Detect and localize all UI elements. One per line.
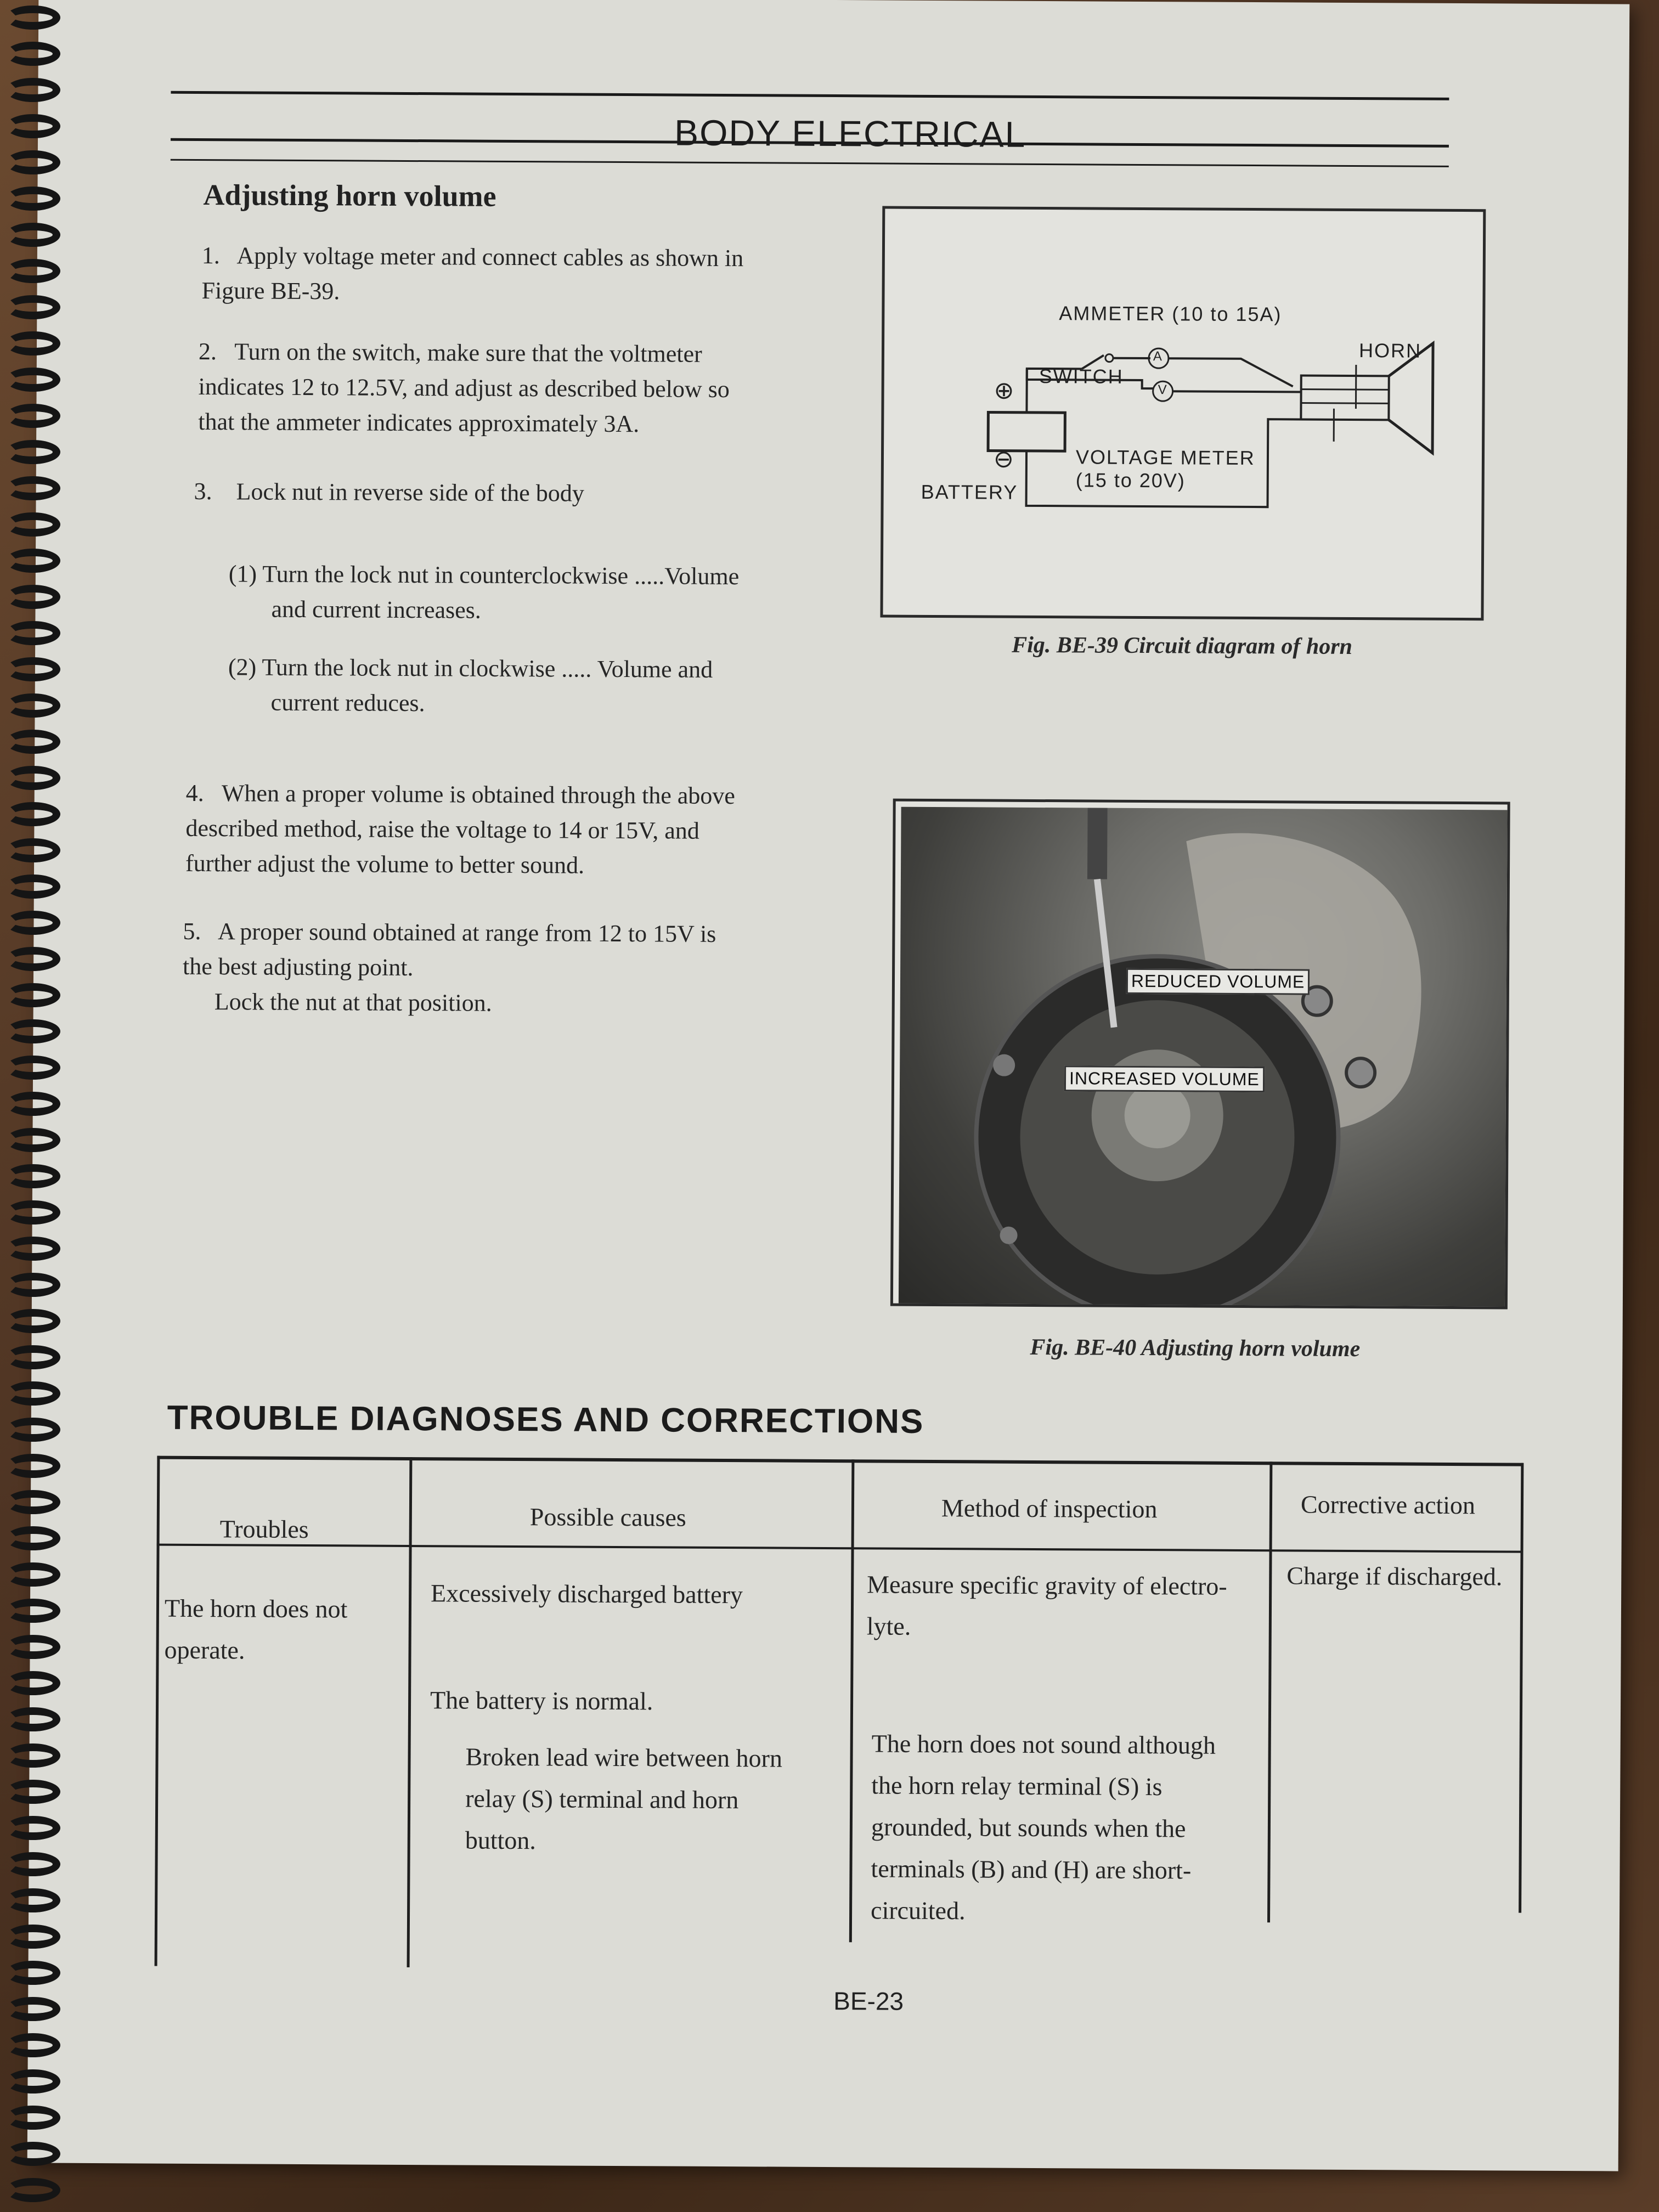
spiral-coil [5,1490,60,1514]
spiral-coil [5,1381,60,1406]
step-2 [198,334,835,443]
spiral-coil [5,657,60,681]
substep-line: current reduces. [270,689,425,717]
bolt [1000,1227,1017,1244]
step-text: Lock nut in reverse side of the body [236,478,584,507]
spiral-coil [5,693,60,718]
spiral-coil [5,1562,60,1587]
trouble-section-title: TROUBLE DIAGNOSES AND CORRECTIONS [167,1398,924,1441]
table-col-rule-4 [1267,1462,1272,1922]
spiral-coil [5,512,60,537]
method-line: Measure specific gravity of electro- [867,1570,1227,1600]
cause-discharged: Excessively discharged battery [430,1579,743,1609]
substep-line: (2) Turn the lock nut in clockwise ..... Volume and [228,653,713,683]
spiral-coil [5,1200,60,1224]
minus-terminal-icon: ⊖ [993,445,1015,473]
spiral-coil [5,1997,60,2021]
spiral-coil [5,730,60,754]
wire-ammeter-horn [1169,358,1293,386]
spiral-coil [5,1237,60,1261]
spiral-coil [5,440,60,464]
spiral-coil [5,911,60,935]
spiral-coil [5,1816,60,1840]
step-text: A proper sound obtained at range from 12 to 15V is [217,918,716,947]
substep-2 [228,650,832,723]
table-header-troubles: Troubles [219,1515,309,1544]
cause-broken-lead [465,1736,844,1864]
method-horn-relay [871,1723,1216,1933]
spiral-coil [5,1092,60,1116]
fig39-caption: Fig. BE-39 Circuit diagram of horn [1012,632,1353,659]
spiral-coil [5,42,60,66]
bolt [1346,1058,1375,1087]
spiral-coil [5,2069,60,2094]
spiral-coil [5,368,60,392]
step-text: Apply voltage meter and connect cables as shown in [236,242,744,272]
substep-1 [228,556,832,630]
spiral-coil [5,150,60,174]
method-line: grounded, but sounds when the [871,1813,1186,1843]
step-1 [201,238,833,312]
trouble-text [164,1588,347,1672]
ammeter-label: AMMETER (10 to 15A) [1059,302,1282,326]
spiral-coil [5,1309,60,1333]
cause-line: relay (S) terminal and horn [465,1784,739,1814]
spiral-coil [5,2178,60,2202]
method-line: the horn relay terminal (S) is [871,1771,1163,1801]
spiral-coil [5,585,60,609]
horn-photo-illustration [899,807,1508,1307]
step-number: 2. [198,337,217,365]
step-text: the best adjusting point. [182,952,414,981]
spiral-coil [5,549,60,573]
spiral-coil [5,874,60,899]
step-number: 5. [183,917,201,945]
screwdriver-handle [1087,808,1108,879]
trouble-line: The horn does not [164,1594,348,1623]
reduced-volume-label: REDUCED VOLUME [1126,968,1310,995]
spiral-coil [5,1418,60,1442]
trouble-line: operate. [164,1635,245,1664]
header-rule-top [171,91,1449,100]
voltmeter-label-line1: VOLTAGE METER [1075,445,1255,470]
spiral-coil [5,1961,60,1985]
table-header-method: Method of inspection [941,1494,1158,1523]
spiral-coil [5,114,60,138]
horn-cap [1124,1082,1190,1149]
spiral-coil [5,223,60,247]
spiral-coil [5,983,60,1007]
spiral-coil [5,1743,60,1768]
step-text: that the ammeter indicates approximately 3A. [198,408,640,438]
spiral-coil [5,1128,60,1152]
table-header-causes: Possible causes [529,1503,686,1532]
voltmeter-letter: V [1158,382,1167,398]
spiral-coil [5,187,60,211]
spiral-coil [5,621,60,645]
plus-terminal-icon: ⊕ [994,377,1015,404]
method-line: circuited. [870,1896,966,1925]
increased-volume-label: INCREASED VOLUME [1064,1065,1265,1092]
spiral-coil [5,802,60,826]
method-line: The horn does not sound although [871,1729,1216,1759]
spiral-coil [5,1671,60,1695]
fig40-caption: Fig. BE-40 Adjusting horn volume [1030,1334,1361,1362]
step-5 [183,914,831,1023]
spiral-coil [5,1019,60,1043]
spiral-coil [5,1635,60,1659]
table-header-rule [157,1544,1523,1553]
spiral-coil [5,476,60,500]
ammeter-letter: A [1153,349,1163,364]
spiral-coil [5,1164,60,1188]
voltmeter-label-line2: (15 to 20V) [1075,469,1186,492]
spiral-coil [5,947,60,971]
substep-line: (1) Turn the lock nut in counterclockwise .....Volume [228,560,740,590]
step-number: 1. [201,241,221,269]
bolt [993,1054,1015,1076]
table-col-rule-2 [407,1457,413,1967]
spiral-coil [5,2033,60,2057]
step-number: 4. [185,779,204,807]
spiral-coil [5,1888,60,1912]
spiral-coil [5,404,60,428]
manual-page [27,0,1630,2171]
page-header-title: BODY ELECTRICAL [674,112,1026,155]
step-text: Turn on the switch, make sure that the voltmeter [234,338,702,368]
spiral-coil [5,2142,60,2166]
action-charge: Charge if discharged. [1286,1561,1503,1591]
cause-line: Broken lead wire between horn [465,1742,783,1773]
method-line: lyte. [866,1612,911,1640]
spiral-coil [5,1925,60,1949]
spiral-coil [5,5,60,30]
spiral-coil [5,331,60,356]
table-top-rule [157,1456,1523,1466]
spiral-coil [5,1526,60,1550]
substep-line: and current increases. [271,595,481,624]
spiral-coil [5,259,60,283]
step-text: further adjust the volume to better sound. [185,849,585,879]
step-text: described method, raise the voltage to 14 or 15V, and [185,814,699,844]
spiral-coil [5,78,60,102]
section-title: Adjusting horn volume [203,178,496,213]
spiral-coil [5,766,60,790]
spiral-coil [5,1345,60,1369]
spiral-binding [0,0,66,2212]
spiral-coil [5,1273,60,1297]
spiral-coil [5,1056,60,1080]
wire-voltmeter-horn [1173,391,1301,392]
table-header-action: Corrective action [1300,1490,1476,1520]
battery-label: BATTERY [921,480,1018,504]
cause-line: button. [465,1826,536,1855]
circuit-diagram [883,209,1483,618]
table-col-rule-5 [1519,1463,1523,1913]
step-text: Figure BE-39. [201,276,340,305]
step-number: 3. [194,477,212,505]
spiral-coil [5,1852,60,1876]
table-col-rule-1 [155,1456,160,1966]
header-rule-bottom-2 [171,159,1449,167]
step-text: When a proper volume is obtained through the above [221,780,736,810]
cause-battery-normal: The battery is normal. [430,1686,653,1716]
spiral-coil [5,295,60,319]
spiral-coil [5,1599,60,1623]
switch-contact [1105,354,1113,362]
voltmeter-label [1076,445,1255,493]
spiral-coil [5,1707,60,1731]
step-text: indicates 12 to 12.5V, and adjust as described below so [198,373,730,403]
horn-adjustment-photo [899,807,1508,1307]
spiral-coil [5,1454,60,1478]
switch-label: SWITCH [1039,364,1124,388]
table-col-rule-3 [849,1459,855,1942]
step-3 [194,474,830,512]
method-gravity [867,1564,1227,1649]
method-line: terminals (B) and (H) are short- [871,1854,1192,1884]
step-4 [185,776,833,884]
circuit-diagram-figure [880,206,1486,620]
step-text: Lock the nut at that position. [214,988,492,1017]
page-number: BE-23 [833,1987,904,2016]
spiral-coil [5,2106,60,2130]
spiral-coil [5,1780,60,1804]
spiral-coil [5,838,60,862]
horn-label: HORN [1358,339,1422,362]
